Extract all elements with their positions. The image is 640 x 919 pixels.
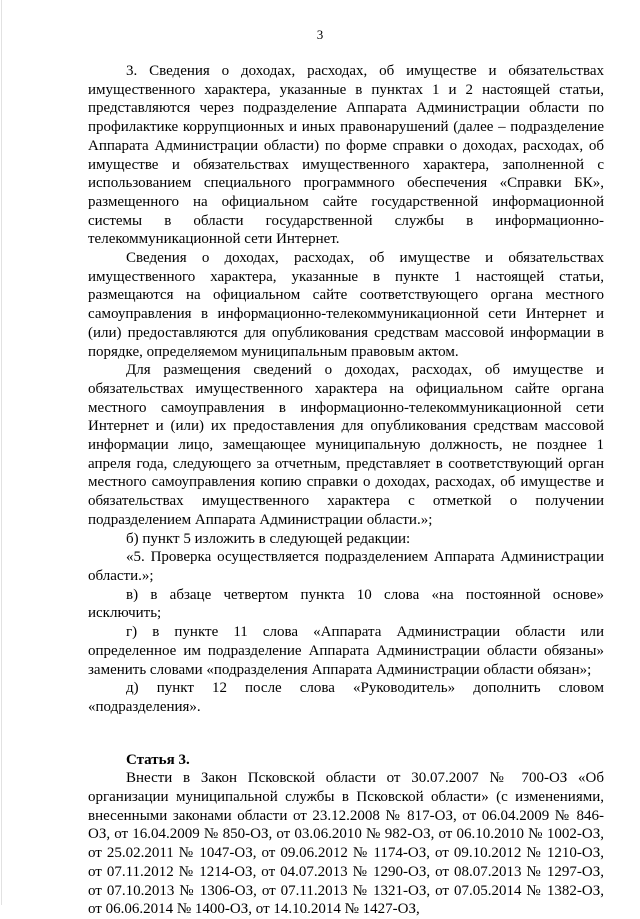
paragraph-placement: Для размещения сведений о доходах, расходах, об имуществе и обязательствах имущественного характера на официальном сайте органа местного самоуправления в информационно-телекоммуникационной сети Интернет и (или) их предоставления для опубликования средствам массовой информации лицо, замещающее муниципальную должность, не позднее 1 апреля года, следующего за отчетным, представляет в соответствующий орган местного самоуправления копию справки о доходах, расходах, об имуществе и обязательствах имущественного характера с отметкой о получении подразделением Аппарата Администрации области.»; (88, 362, 604, 528)
article-paragraph: Внести в Закон Псковской области от 30.07.2007 № 700-ОЗ «Об организации муниципальной службы в Псковской области» (с изменениями, внесенными законами области от 23.12.2008 № 817-ОЗ, от 06.04.2009 № 846-ОЗ, от 16.04.2009 № 850-ОЗ, от 03.06.2010 № 982-ОЗ, от 06.10.2010 № 1002-ОЗ, от 25.02.2011 № 1047-ОЗ, от 09.06.2012 № 1174-ОЗ, от 09.10.2012 № 1210-ОЗ, от 07.11.2012 № 1214-ОЗ, от 04.07.2013 № 1290-ОЗ, от 08.07.2013 № 1297-ОЗ, от 07.10.2013 № 1306-ОЗ, от 07.11.2013 № 1321-ОЗ, от 07.05.2014 № 1382-ОЗ, от 06.06.2014 № 1400-ОЗ, от 14.10.2014 № 1427-ОЗ, (88, 770, 604, 918)
page-edge-line (1, 0, 2, 905)
document-body (88, 62, 604, 919)
paragraph-amendment-d: д) пункт 12 после слова «Руководитель» дополнить словом «подразделения». (88, 680, 604, 715)
paragraph-amendment-v: в) в абзаце четвертом пункта 10 слова «на постоянной основе» исключить; (88, 586, 604, 622)
page-number: 3 (316, 27, 324, 42)
paragraph-item-3: 3. Сведения о доходах, расходах, об имуществе и обязательствах имущественного характера, указанные в пунктах 1 и 2 настоящей статьи, представляются через подразделение Аппарата Администрации области по профилактике коррупционных и иных правонарушений (далее – подразделение Аппарата Администрации области) по форме справки о доходах, расходах, об имуществе и обязательствах имущественного характера, заполненной с использованием специального программного обеспечения «Справки БК», размещенного на официальном сайте государственной информационной системы в области государственной службы в информационно-телекоммуникационной сети Интернет. (88, 63, 604, 248)
paragraph-item-5-text: «5. Проверка осуществляется подразделением Аппарата Администрации области.»; (88, 549, 604, 584)
paragraph-amendment-g: г) в пункте 11 слова «Аппарата Администрации области или определенное им подразделение Аппарата Администрации области обязаны» заменить словами «подразделения Аппарата Администрации области обязан»; (88, 624, 604, 678)
paragraph-publication: Сведения о доходах, расходах, об имуществе и обязательствах имущественного характера, указанные в пункте 1 настоящей статьи, размещаются на официальном сайте соответствующего органа местного самоуправления в информационно-телекоммуникационной сети Интернет и (или) предоставляются для опубликования средствам массовой информации в порядке, определяемом муниципальным правовым актом. (88, 250, 604, 360)
paragraph-amendment-b: б) пункт 5 изложить в следующей редакции: (126, 530, 411, 547)
article-heading: Статья 3. (126, 751, 190, 768)
